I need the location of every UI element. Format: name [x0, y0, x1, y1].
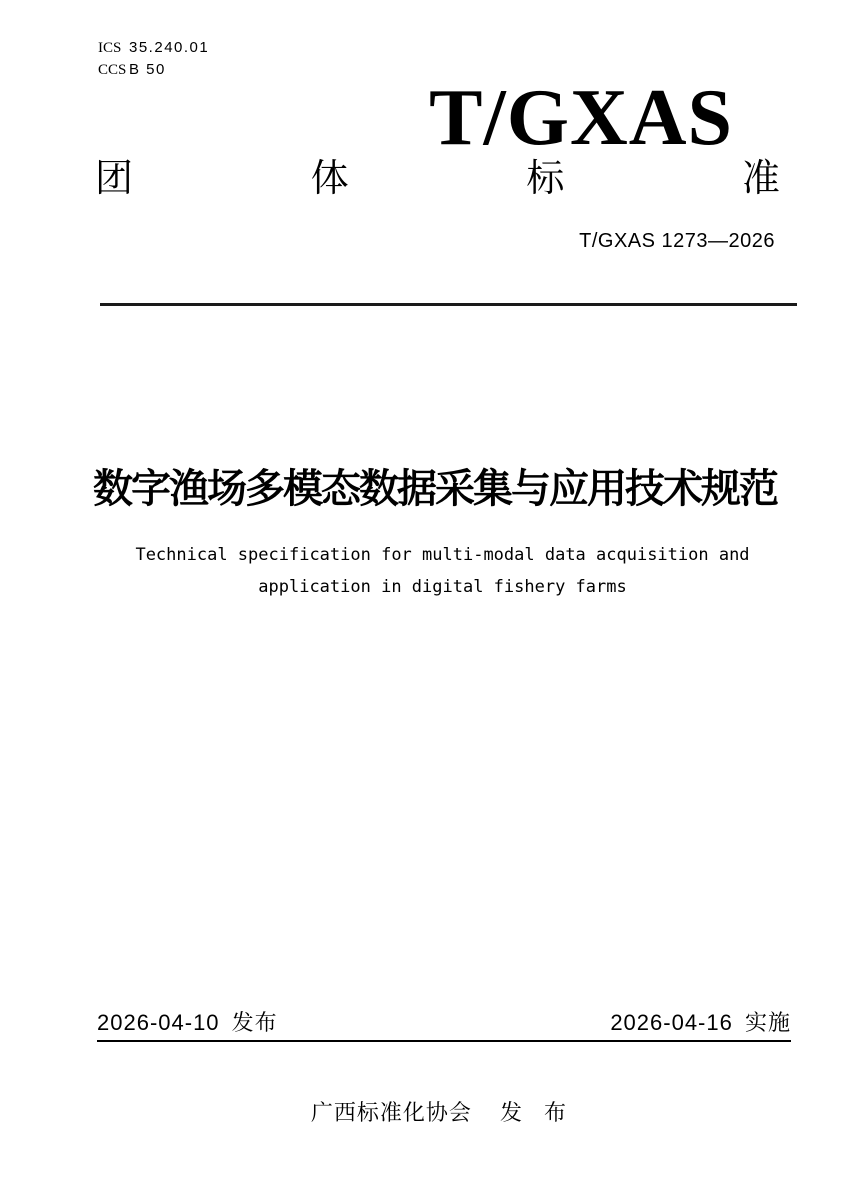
header-divider-line: [100, 303, 797, 306]
standard-type-char-1: 团: [95, 158, 134, 200]
document-title-english-line1: Technical specification for multi-modal data acquisition and: [135, 545, 750, 565]
document-title-english-line2: application in digital fishery farms: [258, 577, 627, 597]
publisher-line: [95, 1096, 790, 1127]
ics-label: ICS: [98, 40, 122, 56]
dates-row: [97, 1010, 791, 1036]
issue-label: 发布: [231, 1010, 278, 1035]
ics-code-row: [98, 37, 209, 59]
ccs-value: B 50: [129, 61, 166, 78]
implementation-label: 实施: [744, 1010, 791, 1035]
standard-number: T/GXAS 1273—2026: [579, 230, 775, 252]
issue-date-block: [97, 1010, 278, 1036]
document-title-english: [95, 539, 790, 603]
publisher-action: 发 布: [499, 1100, 575, 1125]
implementation-date: 2026-04-16: [610, 1010, 733, 1035]
implementation-date-block: [610, 1010, 791, 1036]
tgxas-logo: T/GXAS: [429, 74, 733, 162]
footer-divider-line: [97, 1040, 791, 1042]
standard-type-char-4: 准: [741, 158, 780, 200]
ccs-code-row: [98, 59, 209, 81]
ccs-label: CCS: [98, 62, 127, 78]
ics-value: 35.240.01: [129, 39, 210, 56]
issue-date: 2026-04-10: [97, 1010, 220, 1035]
standard-type-char-3: 标: [526, 158, 565, 200]
standard-type-row: [95, 158, 780, 200]
document-title-chinese: 数字渔场多模态数据采集与应用技术规范: [93, 467, 777, 511]
publisher-name: 广西标准化协会: [310, 1100, 472, 1125]
classification-codes: [98, 37, 209, 81]
standard-type-char-2: 体: [310, 158, 349, 200]
